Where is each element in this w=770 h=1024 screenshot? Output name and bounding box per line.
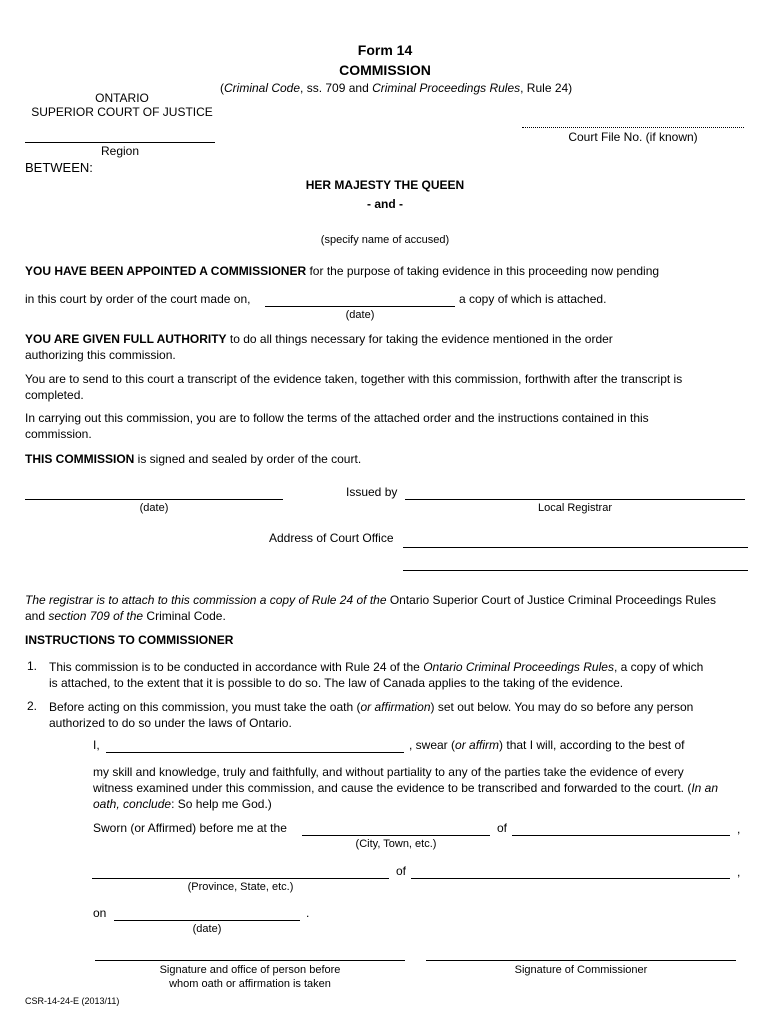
of-label-1: of <box>497 821 508 835</box>
sworn-city-line <box>302 835 490 836</box>
item-2-a: Before acting on this commission, you must take the oath ( <box>49 700 361 714</box>
oath-i-label: I, <box>93 738 100 752</box>
order-date-line <box>265 306 455 307</box>
registrar-note-italic-1: The registrar is to attach to this commission a copy of Rule 24 of the <box>25 593 387 607</box>
accused-name-field[interactable] <box>235 215 535 231</box>
court-office-address-label: Address of Court Office <box>269 531 394 545</box>
on-label: on <box>93 906 107 920</box>
oath-period: . <box>306 906 310 920</box>
issued-by-field[interactable] <box>405 483 745 499</box>
oath-swear-a: , swear ( <box>409 738 456 752</box>
between-label: BETWEEN: <box>25 160 93 175</box>
region-label: Region <box>100 144 140 158</box>
province-label: ONTARIO <box>95 91 149 105</box>
item-1-b: , a copy of which is attached, to the extent that it is possible to do so. The law of Canada applies to the taking of the evidence. <box>49 660 704 690</box>
oath-taker-signature-line <box>95 960 405 961</box>
authority-rest: to do all things necessary for taking the evidence mentioned in the order authorizing this commission. <box>25 332 613 362</box>
instructions-heading: INSTRUCTIONS TO COMMISSIONER <box>25 633 234 647</box>
order-date-label: (date) <box>345 309 375 321</box>
authority-criminal-code: Criminal Code <box>224 81 301 95</box>
oath-date-label: (date) <box>192 923 222 935</box>
commissioner-signature-line <box>426 960 736 961</box>
oath-taker-signature-label-2: whom oath or affirmation is taken <box>169 978 331 990</box>
oath-taker-signature-label-1: Signature and office of person before <box>159 964 341 976</box>
oath-swear-text <box>409 738 684 752</box>
sworn-label: Sworn (or Affirmed) before me at the <box>93 821 287 835</box>
form-authority <box>220 81 572 95</box>
order-date-field[interactable] <box>265 290 455 306</box>
form-title: COMMISSION <box>339 62 431 78</box>
authority-rules: Criminal Proceedings Rules <box>372 81 521 95</box>
form-code: CSR-14-24-E (2013/11) <box>25 996 120 1006</box>
court-file-no-field[interactable] <box>522 112 744 128</box>
item-2-text <box>49 699 709 731</box>
court-office-address-field-2[interactable] <box>403 554 748 570</box>
region-field[interactable] <box>25 126 215 142</box>
commissioner-signature-label: Signature of Commissioner <box>514 964 648 976</box>
oath-text-a: my skill and knowledge, truly and faithfully, and without partiality to any of the parties take the evidence of every witness examined under this commission, and cause the evidence to be transcribed and forwarded to the court. ( <box>93 765 692 795</box>
province-state-label: (Province, State, etc.) <box>187 881 294 893</box>
signed-bold: THIS COMMISSION <box>25 452 135 466</box>
item-2-italic: or affirmation <box>360 700 431 714</box>
commissioner-name-line <box>106 752 404 753</box>
and-separator: - and - <box>367 197 403 211</box>
province-name-field[interactable] <box>411 862 730 878</box>
sworn-city-name-field[interactable] <box>512 819 730 835</box>
registrar-note-italic-2: section 709 of the <box>48 609 144 623</box>
court-office-address-line-1 <box>403 547 748 548</box>
oath-date-line <box>114 920 300 921</box>
court-file-no-label: Court File No. (if known) <box>568 130 698 144</box>
instructions-paragraph: In carrying out this commission, you are to follow the terms of the attached order and the instructions contained in this commission. <box>25 411 649 441</box>
registrar-note-normal-2: Criminal Code. <box>143 609 226 623</box>
comma-2: , <box>737 865 741 879</box>
commissioner-signature-field[interactable] <box>426 944 736 960</box>
province-name-line <box>411 878 730 879</box>
authority-paragraph <box>25 331 665 363</box>
signed-rest: is signed and sealed by order of the court. <box>134 452 362 466</box>
court-office-address-line-2 <box>403 570 748 571</box>
commissioner-name-field[interactable] <box>106 736 404 752</box>
court-name: SUPERIOR COURT OF JUSTICE <box>31 105 213 119</box>
item-1-italic: Ontario Criminal Proceedings Rules <box>423 660 614 674</box>
issued-date-field[interactable] <box>25 483 283 499</box>
oath-date-field[interactable] <box>114 904 300 920</box>
registrar-note-normal-1: Ontario Superior Court of Justice Criminal Proceedings Rules and <box>25 593 716 623</box>
authority-mid: , ss. 709 and <box>300 81 373 95</box>
accused-label: (specify name of accused) <box>320 234 450 246</box>
item-1-text <box>49 659 709 691</box>
sworn-city-name-line <box>512 835 730 836</box>
issued-date-label: (date) <box>139 502 169 514</box>
signed-statement <box>25 452 361 466</box>
issued-date-line <box>25 499 283 500</box>
oath-text-italic: In an oath, conclude <box>93 781 719 811</box>
comma-1: , <box>737 822 741 836</box>
appointed-statement <box>25 264 659 278</box>
province-line <box>92 878 389 879</box>
oath-text <box>93 764 723 812</box>
order-prefix: in this court by order of the court made on, <box>25 292 251 306</box>
item-2-b: ) set out below. You may do so before any person authorized to do so under the laws of Ontario. <box>49 700 694 730</box>
appointed-rest: for the purpose of taking evidence in this proceeding now pending <box>306 264 660 278</box>
court-file-no-line <box>522 127 744 128</box>
court-office-address-field-1[interactable] <box>403 531 748 547</box>
item-1-number: 1. <box>27 659 38 673</box>
registrar-note <box>25 592 725 624</box>
authority-open: ( <box>220 81 224 95</box>
sworn-city-field[interactable] <box>302 819 490 835</box>
transcript-paragraph: You are to send to this court a transcript of the evidence taken, together with this commission, forthwith after the transcript is completed. <box>25 372 683 402</box>
city-label: (City, Town, etc.) <box>355 838 437 850</box>
local-registrar-label: Local Registrar <box>538 502 612 514</box>
item-2-number: 2. <box>27 699 38 713</box>
form-number: Form 14 <box>357 42 413 58</box>
oath-taker-signature-field[interactable] <box>95 944 405 960</box>
appointed-bold: YOU HAVE BEEN APPOINTED A COMMISSIONER <box>25 264 307 278</box>
issued-by-line <box>405 499 745 500</box>
oath-text-b: : So help me God.) <box>171 797 272 811</box>
issued-by-label: Issued by <box>346 485 398 499</box>
authority-bold: YOU ARE GIVEN FULL AUTHORITY <box>25 332 227 346</box>
oath-swear-b: ) that I will, according to the best of <box>499 738 685 752</box>
of-label-2: of <box>396 864 407 878</box>
oath-swear-italic: or affirm <box>455 738 500 752</box>
authority-end: , Rule 24) <box>520 81 573 95</box>
order-suffix: a copy of which is attached. <box>459 292 607 306</box>
crown-name: HER MAJESTY THE QUEEN <box>305 178 465 192</box>
region-line <box>25 142 215 143</box>
province-field[interactable] <box>92 862 389 878</box>
item-1-a: This commission is to be conducted in accordance with Rule 24 of the <box>49 660 424 674</box>
